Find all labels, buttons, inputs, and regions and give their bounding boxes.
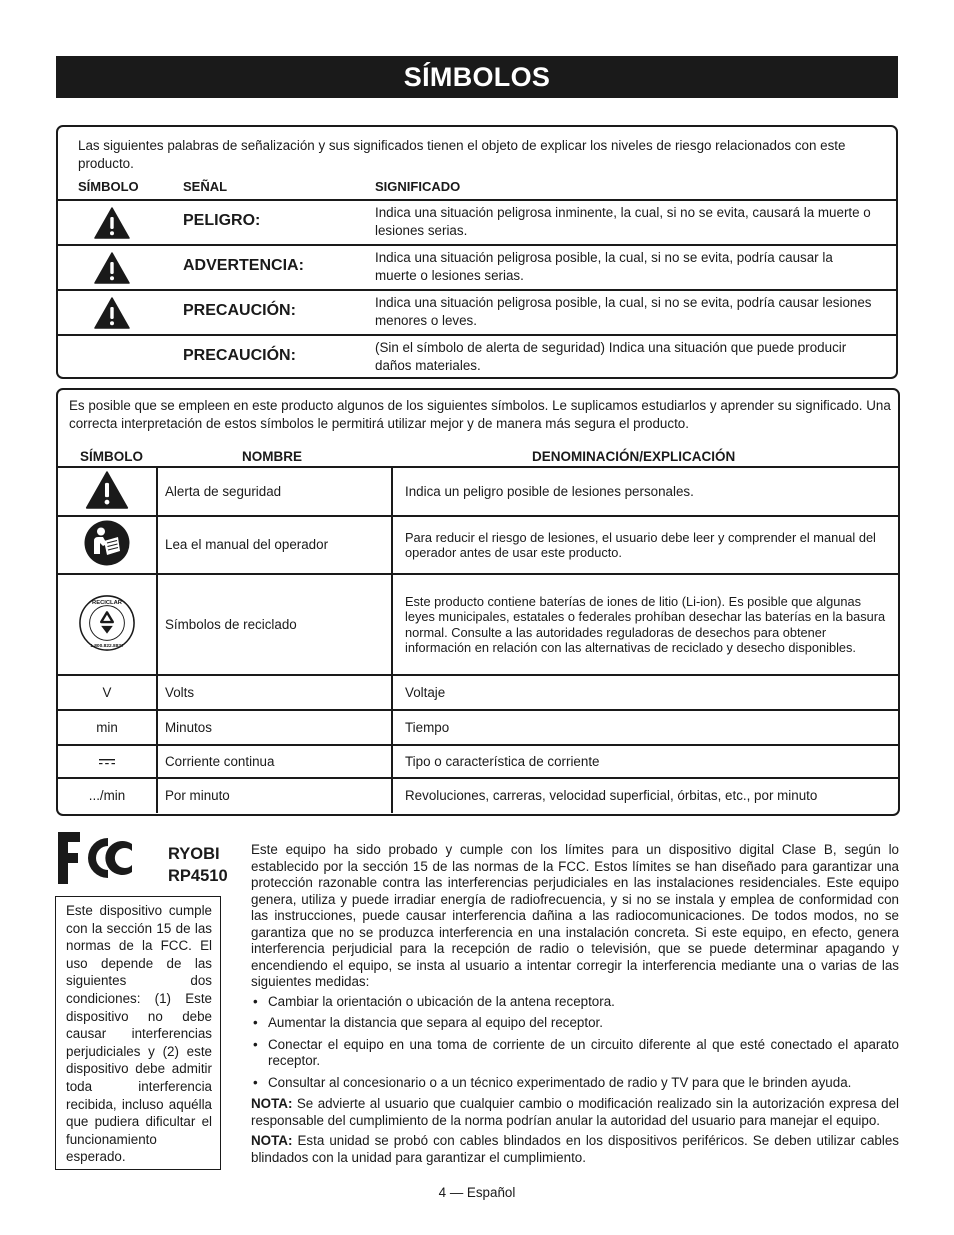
svg-text:RECICLAR: RECICLAR bbox=[92, 599, 122, 606]
warning-triangle-icon bbox=[94, 252, 130, 284]
symbol-name: Corriente continua bbox=[157, 745, 392, 778]
page-title: SÍMBOLOS bbox=[56, 56, 898, 98]
signal-word: ADVERTENCIA: bbox=[183, 257, 304, 274]
symbol-name: Por minuto bbox=[157, 778, 392, 813]
header-signal: SEÑAL bbox=[183, 179, 228, 194]
fcc-statement bbox=[251, 842, 899, 1166]
list-item: • Cambiar la orientación o ubicación de la antena receptora. bbox=[251, 994, 899, 1011]
fcc-logo-icon bbox=[56, 830, 134, 886]
symbol-glyph: V bbox=[58, 675, 157, 710]
header-symbol: SÍMBOLO bbox=[80, 449, 143, 464]
fcc-compliance-box: Este dispositivo cumple con la sección 15 de las normas de la FCC. El uso depende de las siguientes dos condiciones: (1) Este dispositivo no debe causar interferencias perjudiciales y (2) este dispositivo debe admitir toda interferencia recibida, incluso aquélla que pudiera dificultar el funcionamiento esperado. bbox=[55, 896, 221, 1170]
note-text: Se advierte al usuario que cualquier cambio o modificación realizado sin la autorización expresa del responsable del cumplimiento de la norma podrían anular la autoridad del usuario para manejar el equipo. bbox=[251, 1096, 899, 1128]
header-explanation: DENOMINACIÓN/EXPLICACIÓN bbox=[532, 449, 736, 464]
note-label: NOTA: bbox=[251, 1133, 293, 1148]
fcc-model-label bbox=[168, 843, 228, 887]
symbol-explanation: Voltaje bbox=[392, 675, 898, 710]
fcc-paragraph: Este equipo ha sido probado y cumple con los límites para un dispositivo digital Clase B, según lo establecido por la sección 15 de las normas de la FCC. Estos límites se han diseñado para garantizar una protección razonable contra las interferencias perjudiciales en las instalaciones residenciales. Este equipo genera, utiliza y puede irradiar energía de radiofrecuencia, y si no se instala y emplea de conformidad con las instrucciones, puede causar interferencia dañina a las radiocomunicaciones. De todos modos, no se garantiza que no se produzca interferencia en una instalación concreta. Si este equipo, en efecto, genera interferencia perjudicial para la recepción de radio o televisión, que se puede determinar apagando y encendiendo el equipo, se insta al usuario a intentar corregir la interferencia mediante una o varias de las siguientes medidas: bbox=[251, 842, 899, 989]
symbol-name: Volts bbox=[157, 675, 392, 710]
symbols-intro: Es posible que se empleen en este producto algunos de los siguientes símbolos. Le suplicamos estudiarlos y aprender su significado. Una correcta interpretación de estos símbolos le permitirá utilizar mejor y de manera más segura el producto. bbox=[69, 398, 891, 431]
read-manual-icon bbox=[84, 520, 130, 566]
fcc-note-2 bbox=[251, 1133, 899, 1166]
table-row bbox=[58, 467, 898, 516]
signal-word: PRECAUCIÓN: bbox=[183, 302, 296, 319]
model-number: RP4510 bbox=[168, 867, 228, 885]
symbol-explanation: Tipo o característica de corriente bbox=[392, 745, 898, 778]
symbol-explanation: Revoluciones, carreras, velocidad superficial, órbitas, etc., por minuto bbox=[392, 778, 898, 813]
table-row bbox=[58, 778, 898, 813]
table-row bbox=[58, 516, 898, 574]
table-row bbox=[58, 675, 898, 710]
warning-triangle-icon bbox=[94, 207, 130, 239]
list-item: • Consultar al concesionario o a un técnico experimentado de radio y TV para que le brinden ayuda. bbox=[251, 1075, 899, 1092]
symbol-glyph: min bbox=[58, 710, 157, 745]
symbol-glyph: .../min bbox=[58, 778, 157, 813]
signal-word: PELIGRO: bbox=[183, 212, 261, 229]
table-row bbox=[58, 574, 898, 675]
list-item: • Aumentar la distancia que separa al equipo del receptor. bbox=[251, 1015, 899, 1032]
header-symbol: SÍMBOLO bbox=[78, 179, 139, 194]
warning-triangle-icon bbox=[94, 297, 130, 329]
signal-meaning: (Sin el símbolo de alerta de seguridad) Indica una situación que puede producir daños materiales. bbox=[375, 340, 847, 373]
warning-triangle-icon bbox=[85, 471, 129, 509]
table-row bbox=[58, 745, 898, 778]
header-name: NOMBRE bbox=[242, 449, 302, 464]
note-label: NOTA: bbox=[251, 1096, 293, 1111]
symbol-explanation: Este producto contiene baterías de iones de litio (Li-ion). Es posible que algunas leyes municipales, estatales o federales prohíban desechar las baterías en la basura normal. Consulte a las autoridades reguladoras de desechos para obtener información en relación con las alternativas de reciclado y desecho disponibles. bbox=[392, 574, 898, 675]
signal-row-precaucion-no-symbol bbox=[58, 334, 896, 379]
signal-meaning: Indica una situación peligrosa posible, la cual, si no se evita, podría causar la muerte o lesiones serias. bbox=[375, 250, 833, 283]
signal-words-intro: Las siguientes palabras de señalización y sus significados tienen el objeto de explicar los niveles de riesgo relacionados con este producto. bbox=[78, 138, 846, 171]
symbol-explanation: Para reducir el riesgo de lesiones, el usuario debe leer y comprender el manual del operador antes de usar este producto. bbox=[392, 516, 898, 574]
svg-text:1.800.822.8837: 1.800.822.8837 bbox=[90, 643, 124, 649]
table-row bbox=[58, 710, 898, 745]
page-footer: 4 — Español bbox=[438, 1185, 516, 1200]
signal-meaning: Indica una situación peligrosa posible, la cual, si no se evita, podría causar lesiones menores o leves. bbox=[375, 295, 872, 328]
note-text: Esta unidad se probó con cables blindados en los dispositivos periféricos. Se deben utilizar cables blindados con la unidad para garantizar el cumplimiento. bbox=[251, 1133, 899, 1165]
rbrc-recycle-seal-icon bbox=[78, 594, 136, 652]
fcc-note-1 bbox=[251, 1096, 899, 1129]
signal-words-box bbox=[56, 125, 898, 379]
symbols-table bbox=[58, 466, 898, 813]
symbol-name: Símbolos de reciclado bbox=[157, 574, 392, 675]
list-item: • Conectar el equipo en una toma de corriente de un circuito diferente al que esté conectado el aparato receptor. bbox=[251, 1037, 899, 1070]
signal-word: PRECAUCIÓN: bbox=[183, 347, 296, 364]
signal-row-advertencia bbox=[58, 244, 896, 289]
header-meaning: SIGNIFICADO bbox=[375, 179, 461, 194]
symbol-name: Alerta de seguridad bbox=[157, 467, 392, 516]
signal-row-peligro bbox=[58, 199, 896, 244]
brand-name: RYOBI bbox=[168, 845, 220, 863]
fcc-measures-list bbox=[251, 994, 899, 1092]
symbol-name: Minutos bbox=[157, 710, 392, 745]
symbols-box bbox=[56, 388, 900, 816]
symbol-explanation: Tiempo bbox=[392, 710, 898, 745]
symbol-explanation: Indica un peligro posible de lesiones personales. bbox=[392, 467, 898, 516]
signal-row-precaucion bbox=[58, 289, 896, 334]
signal-meaning: Indica una situación peligrosa inminente, la cual, si no se evita, causará la muerte o lesiones serias. bbox=[375, 205, 871, 238]
direct-current-icon bbox=[99, 758, 115, 766]
symbol-name: Lea el manual del operador bbox=[157, 516, 392, 574]
